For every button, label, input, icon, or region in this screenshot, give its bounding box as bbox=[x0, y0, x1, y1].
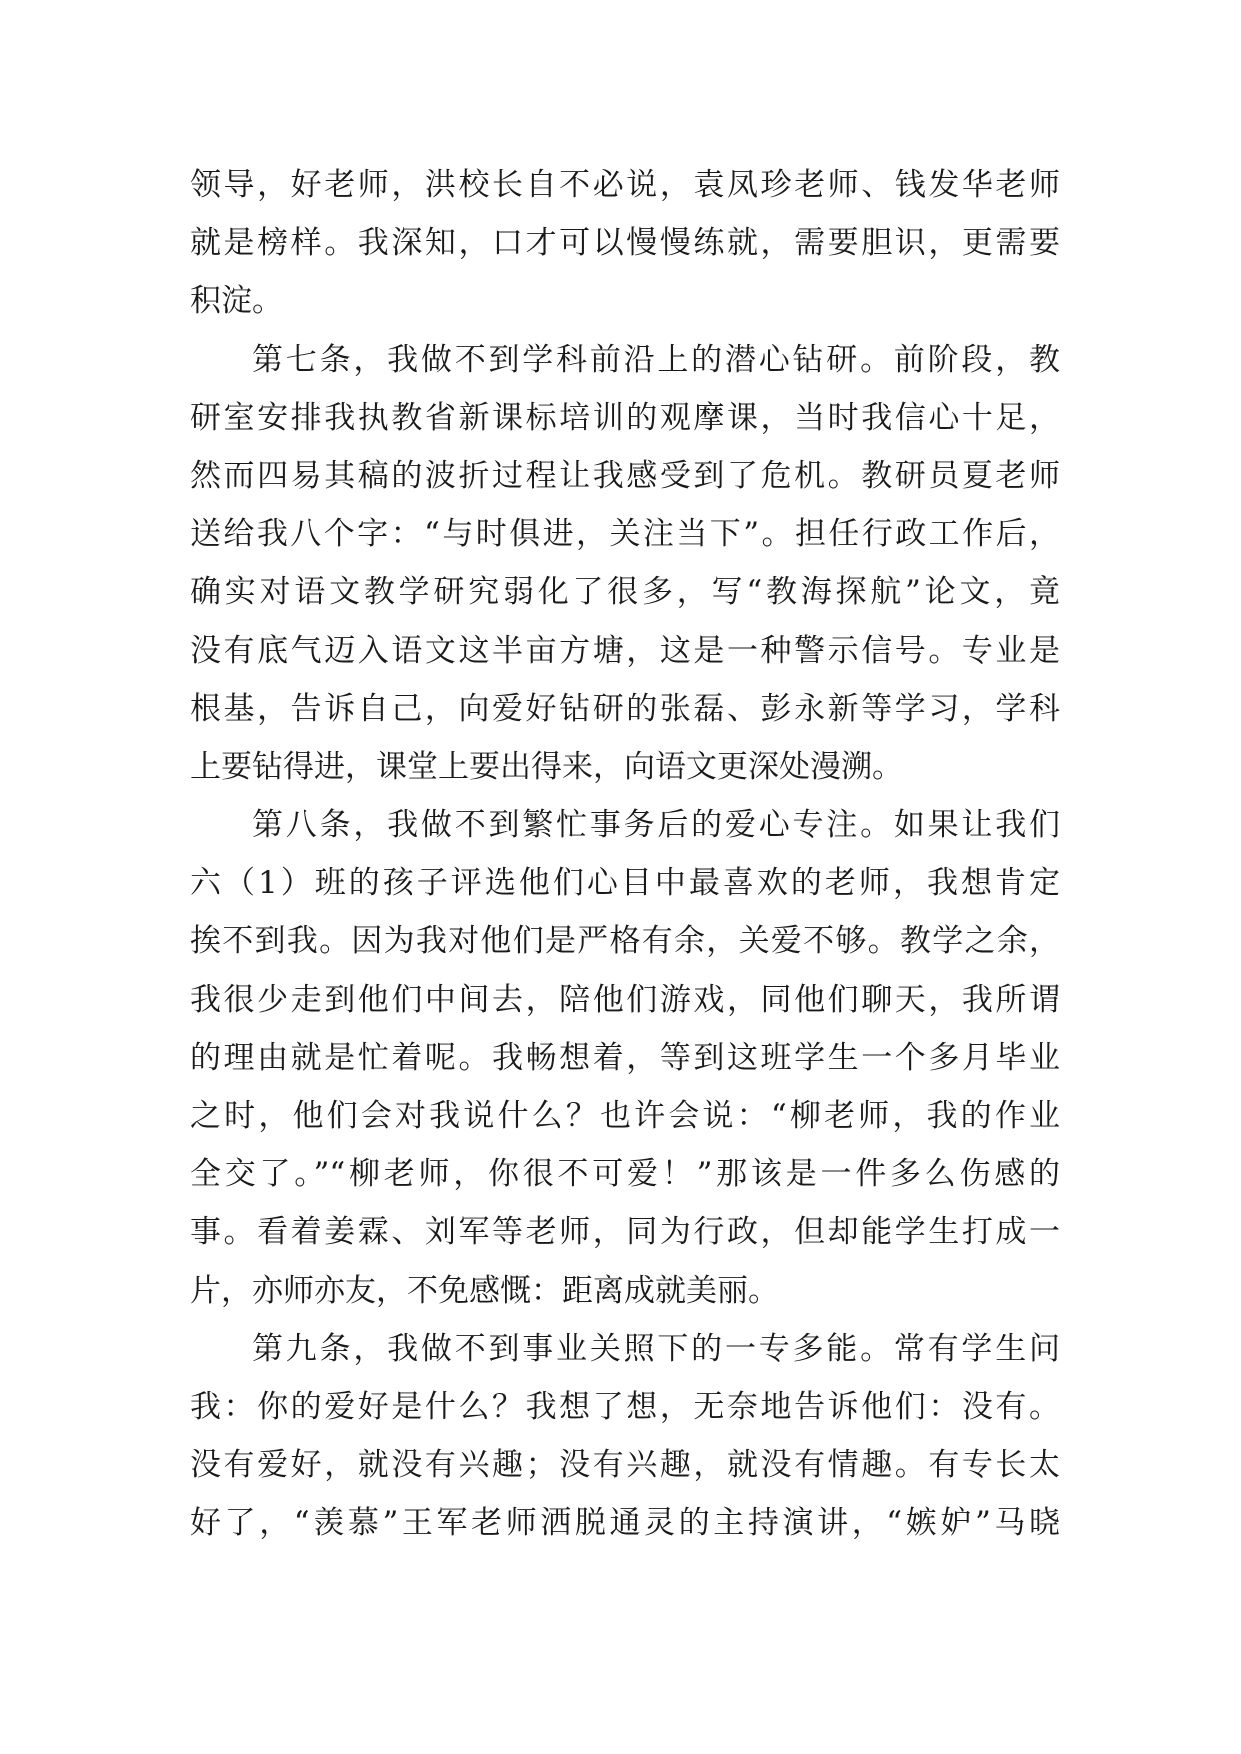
text-line: 送给我八个字：“与时俱进，关注当下”。担任行政工作后， bbox=[190, 516, 1060, 553]
document-body bbox=[190, 156, 1060, 1553]
text-line: 没有爱好，就没有兴趣；没有兴趣，就没有情趣。有专长太 bbox=[190, 1447, 1060, 1484]
text-line: 第七条，我做不到学科前沿上的潜心钻研。前阶段，教 bbox=[252, 341, 1060, 378]
paragraph-eighth bbox=[190, 796, 1060, 1320]
text-line: 我：你的爱好是什么？我想了想，无奈地告诉他们：没有。 bbox=[190, 1388, 1060, 1425]
text-line: 好了，“羡慕”王军老师洒脱通灵的主持演讲，“嫉妒”马晓 bbox=[190, 1505, 1060, 1542]
text-line: 确实对语文教学研究弱化了很多，写“教海探航”论文，竟 bbox=[190, 574, 1060, 611]
text-line: 研室安排我执教省新课标培训的观摩课，当时我信心十足， bbox=[190, 399, 1060, 436]
text-line: 之时，他们会对我说什么？也许会说：“柳老师，我的作业 bbox=[190, 1098, 1060, 1134]
text-line: 第八条，我做不到繁忙事务后的爱心专注。如果让我们 bbox=[252, 807, 1060, 844]
text-line: 的理由就是忙着呢。我畅想着，等到这班学生一个多月毕业 bbox=[190, 1039, 1060, 1076]
text-line: 六（1）班的孩子评选他们心目中最喜欢的老师，我想肯定 bbox=[190, 865, 1060, 902]
text-line: 就是榜样。我深知，口才可以慢慢练就，需要胆识，更需要 bbox=[190, 225, 1060, 262]
text-line: 片，亦师亦友，不免感慨：距离成就美丽。 bbox=[190, 1272, 779, 1309]
paragraph-seventh bbox=[190, 331, 1060, 797]
text-line: 全交了。”“柳老师，你很不可爱！”那该是一件多么伤感的 bbox=[190, 1156, 1060, 1193]
text-line: 第九条，我做不到事业关照下的一专多能。常有学生问 bbox=[252, 1330, 1060, 1367]
text-line: 我很少走到他们中间去，陪他们游戏，同他们聊天，我所谓 bbox=[190, 981, 1060, 1018]
text-line: 积淀。 bbox=[190, 283, 283, 320]
text-line: 上要钻得进，课堂上要出得来，向语文更深处漫溯。 bbox=[190, 748, 903, 785]
paragraph-continued bbox=[190, 156, 1060, 331]
text-line: 领导，好老师，洪校长自不必说，袁凤珍老师、钱发华老师 bbox=[190, 167, 1060, 203]
paragraph-ninth bbox=[190, 1320, 1060, 1553]
text-line: 没有底气迈入语文这半亩方塘，这是一种警示信号。专业是 bbox=[190, 632, 1060, 669]
text-line: 然而四易其稿的波折过程让我感受到了危机。教研员夏老师 bbox=[190, 457, 1060, 494]
text-line: 根基，告诉自己，向爱好钻研的张磊、彭永新等学习，学科 bbox=[190, 690, 1060, 727]
text-line: 挨不到我。因为我对他们是严格有余，关爱不够。教学之余， bbox=[190, 923, 1060, 960]
text-line: 事。看着姜霖、刘军等老师，同为行政，但却能学生打成一 bbox=[190, 1214, 1060, 1251]
